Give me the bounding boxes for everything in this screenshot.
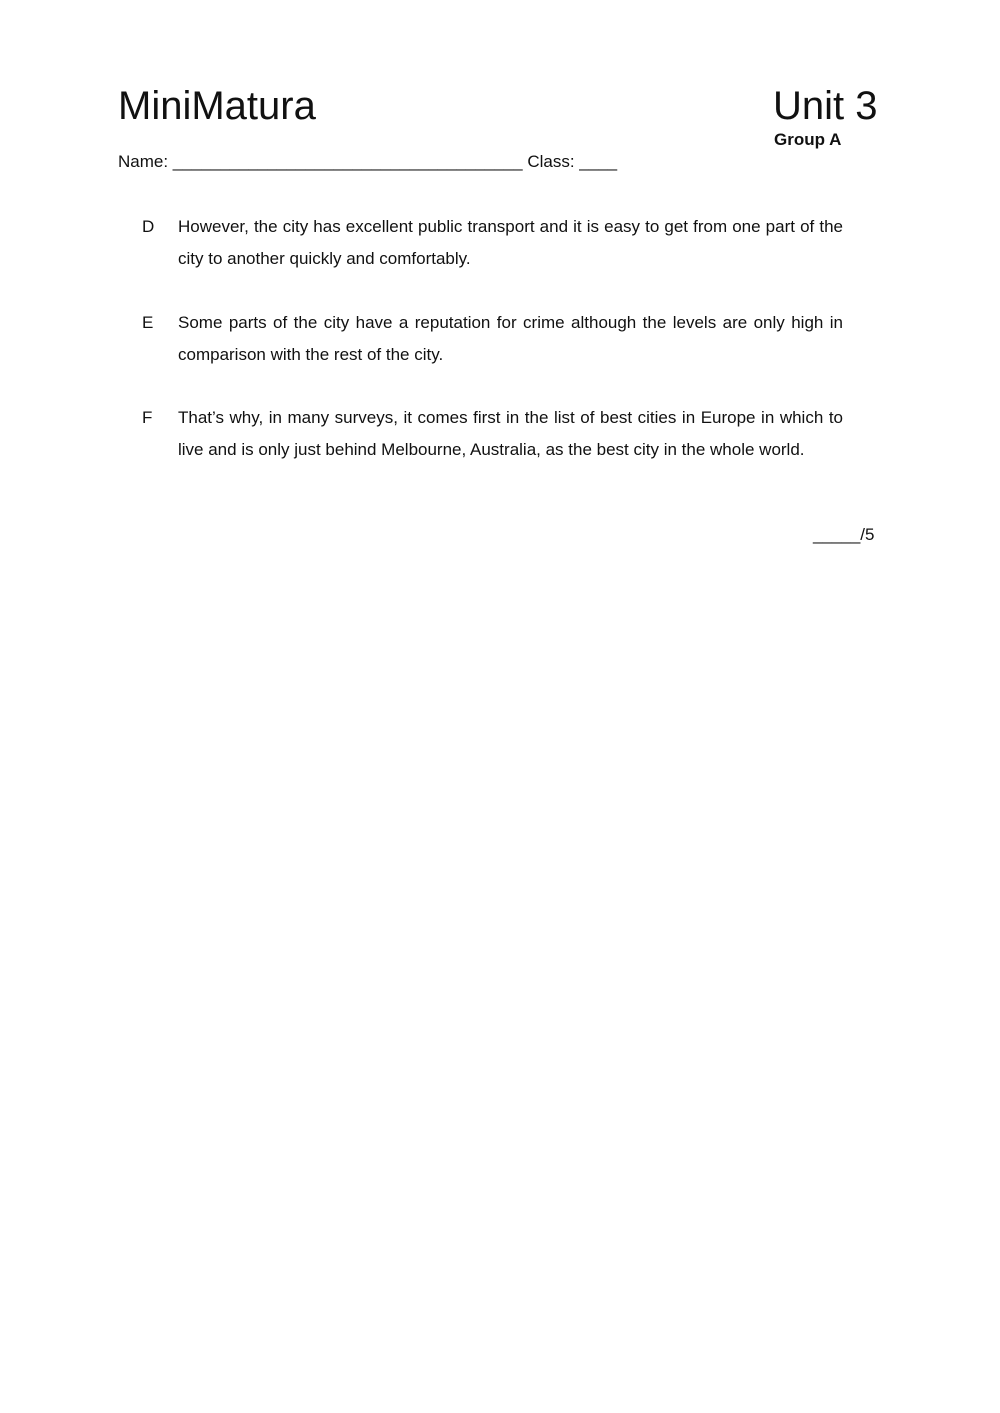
page-title: MiniMatura — [118, 84, 316, 128]
score-field: _____/5 — [813, 525, 875, 544]
option-letter: D — [142, 217, 155, 236]
option-text: Some parts of the city have a reputation for crime although the levels are only high in comparison with the rest of the city. — [178, 313, 843, 364]
option-text: However, the city has excellent public transport and it is easy to get from one part of the city to another quickly and comfortably. — [178, 217, 843, 268]
group-label: Group A — [774, 130, 842, 149]
option-letter: F — [142, 408, 153, 427]
option-letter: E — [142, 313, 154, 332]
unit-label: Unit 3 — [773, 84, 878, 128]
option-text: That’s why, in many surveys, it comes first in the list of best cities in Europe in which to live and is only just behind Melbourne, Australia, as the best city in the whole world. — [178, 408, 843, 459]
name-class-line: Name: _____________________________________ Class: ____ — [118, 152, 618, 171]
